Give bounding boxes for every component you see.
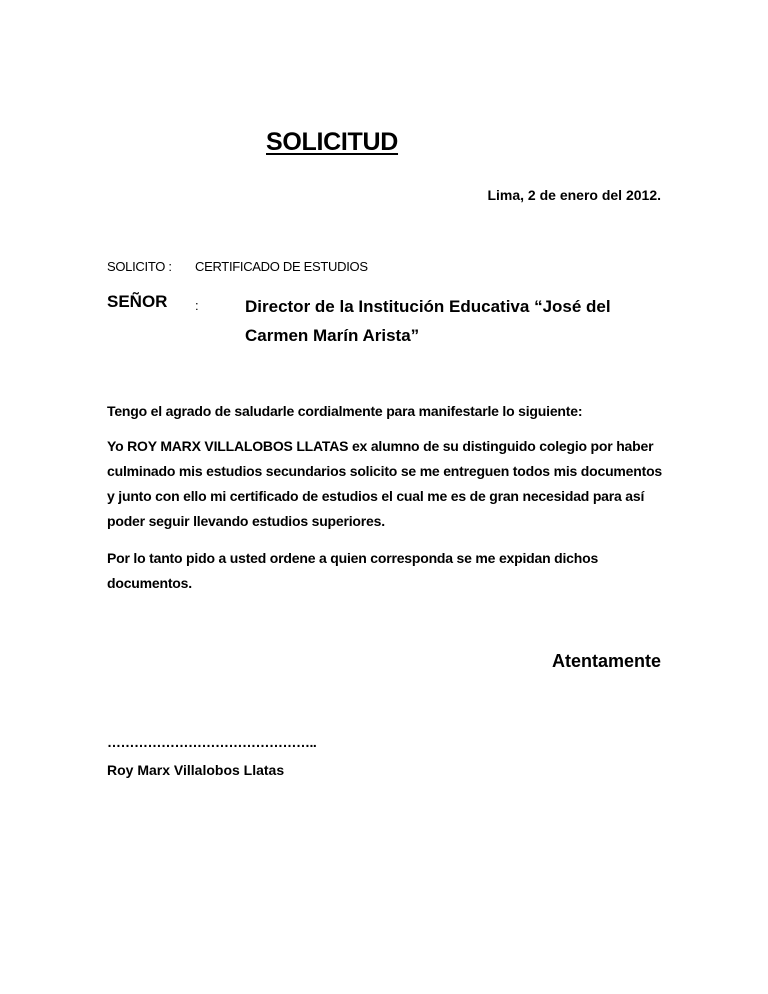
senor-value: Director de la Institución Educativa “José del Carmen Marín Arista” — [245, 297, 611, 345]
body-paragraph-request: Yo ROY MARX VILLALOBOS LLATAS ex alumno de su distinguido colegio por haber culminado mis estudios secundarios solicito se me entreguen todos mis documentos y junto con ello mi certificado de estudios el cual me es de gran necesidad para así poder seguir llevando estudios superiores. — [107, 438, 663, 529]
senor-colon: : — [195, 298, 199, 313]
signature-line: ……………………………………….. — [107, 734, 317, 750]
body-paragraph-closing: Por lo tanto pido a usted ordene a quien corresponda se me expidan dichos documentos. — [107, 550, 599, 591]
date-line: Lima, 2 de enero del 2012. — [487, 187, 661, 203]
body-paragraph-greeting: Tengo el agrado de saludarle cordialmente para manifestarle lo siguiente: — [107, 403, 583, 419]
document-title: SOLICITUD — [266, 128, 399, 156]
signature-name: Roy Marx Villalobos Llatas — [107, 762, 285, 778]
solicito-label: SOLICITO : — [107, 259, 172, 274]
senor-label: SEÑOR — [107, 292, 168, 311]
solicito-value: CERTIFICADO DE ESTUDIOS — [195, 259, 368, 274]
closing-salutation: Atentamente — [551, 651, 661, 671]
